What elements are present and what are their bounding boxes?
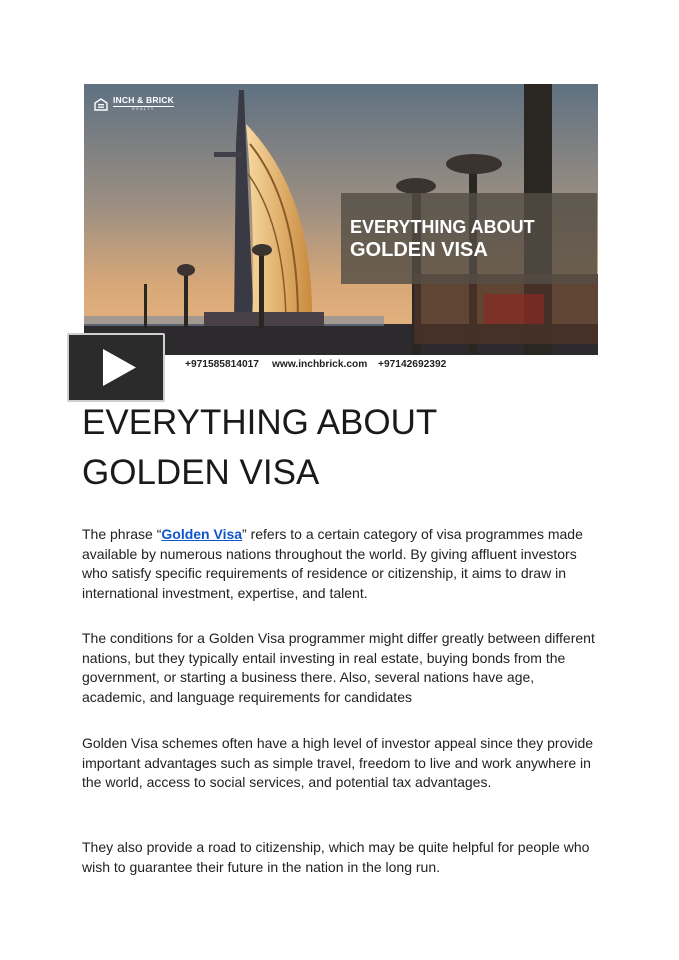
paragraph-4: They also provide a road to citizenship, which may be quite helpful for people who wish to guarantee their future in the nation in the long run. (82, 839, 590, 875)
hero-banner-image (84, 84, 598, 374)
hero-overlay-box (341, 193, 597, 284)
building-icon (94, 97, 108, 111)
title-line-1: EVERYTHING ABOUT (82, 403, 438, 442)
hero-overlay-line1: EVERYTHING ABOUT (350, 217, 535, 237)
contact-phone-2: +97142692392 (378, 359, 447, 370)
golden-visa-link[interactable]: Golden Visa (161, 526, 243, 542)
p1-text-before: The phrase “ (82, 526, 162, 542)
contact-website: www.inchbrick.com (272, 359, 368, 370)
play-button[interactable] (67, 333, 165, 402)
paragraph-3: Golden Visa schemes often have a high level of investor appeal since they provide important advantages such as simple travel, freedom to live and work anywhere in the world, access to social services, and potential tax advantages. (82, 735, 594, 790)
hero-overlay-line2: GOLDEN VISA (350, 239, 488, 261)
brand-logo (94, 96, 174, 111)
p1-text-after: ” refers to a certain category of visa programmes made available by numerous nations throughout the world. By giving affluent investors who satisfy specific requirements of residence or citizenship, it aims to draw in international investment, expertise, and talent. (82, 526, 583, 601)
play-icon (69, 335, 163, 400)
paragraph-1 (82, 525, 597, 603)
contact-phone-1: +971585814017 (185, 359, 259, 370)
brand-subtitle: REALTY (113, 106, 174, 111)
brand-name: INCH & BRICK (113, 95, 174, 105)
paragraph-2: The conditions for a Golden Visa programmer might differ greatly between different nations, but they typically entail investing in real estate, buying bonds from the government, or starting a business there. Also, several nations have age, academic, and language requirements for candidates (82, 630, 595, 705)
title-line-2: GOLDEN VISA (82, 453, 320, 492)
page-title (82, 398, 602, 498)
